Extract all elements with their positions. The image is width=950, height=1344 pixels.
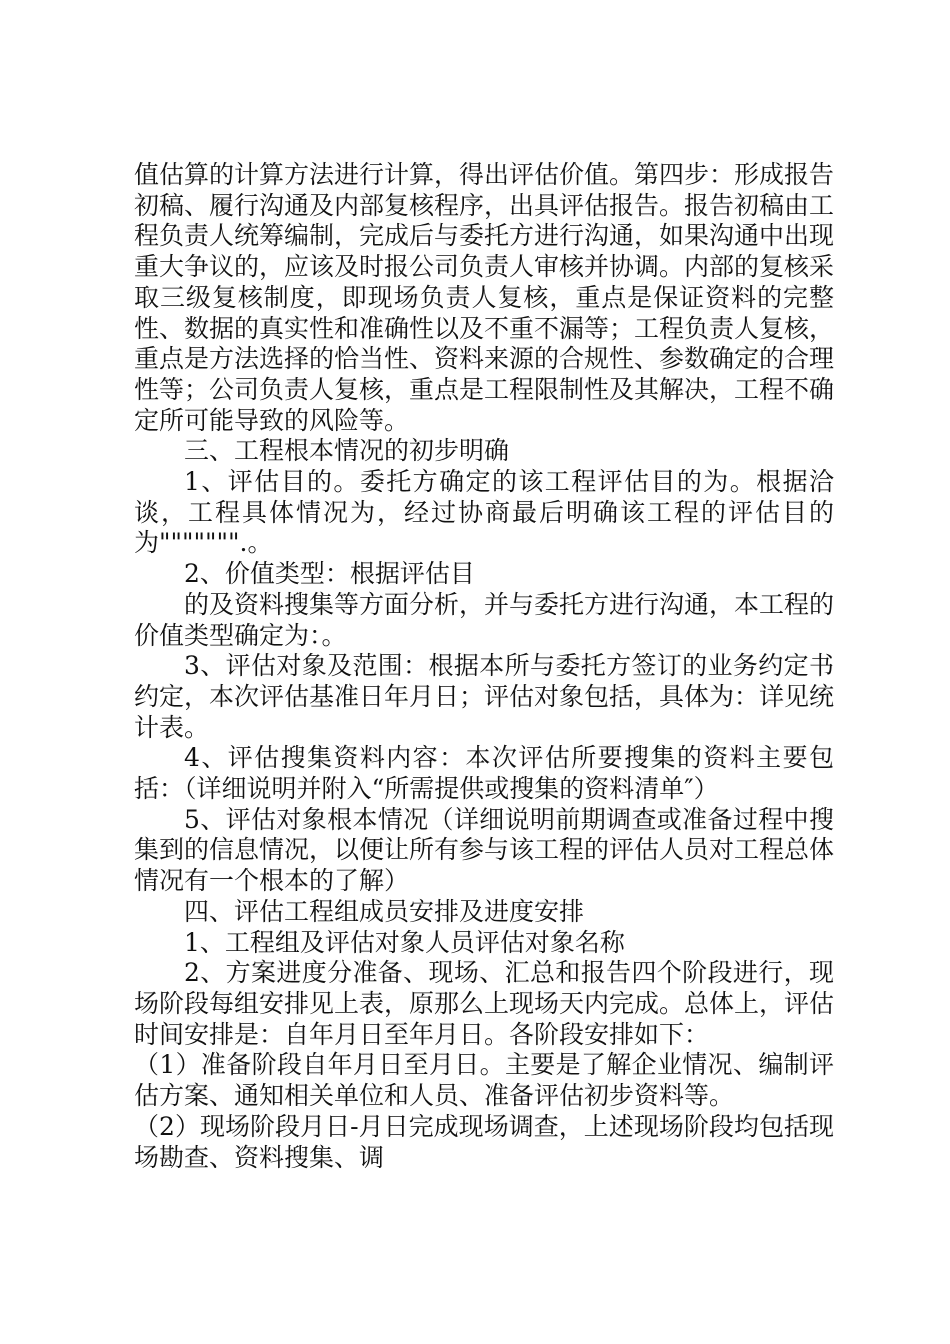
paragraph-object-situation: 5、评估对象根本情况（详细说明前期调查或准备过程中搜集到的信息情况，以便让所有参与该工程的评估人员对工程总体情况有一个根本的了解）	[134, 804, 835, 896]
document-page	[134, 160, 834, 1173]
paragraph-review-procedure: 值估算的计算方法进行计算，得出评估价值。第四步：形成报告初稿、履行沟通及内部复核程序，出具评估报告。报告初稿由工程负责人统筹编制，完成后与委托方进行沟通，如果沟通中出现重大争议的，应该及时报公司负责人审核并协调。内部的复核采取三级复核制度，即现场负责人复核，重点是保证资料的完整性、数据的真实性和准确性以及不重不漏等；工程负责人复核，重点是方法选择的恰当性、资料来源的合规性、参数确定的合理性等；公司负责人复核，重点是工程限制性及其解决，工程不确定所可能导致的风险等。	[134, 160, 835, 435]
paragraph-team-members: 1、工程组及评估对象人员评估对象名称	[184, 927, 625, 957]
section-heading-3: 三、工程根本情况的初步明确	[184, 436, 510, 466]
paragraph-evaluation-purpose: 1、评估目的。委托方确定的该工程评估目的为。根据洽谈，工程具体情况为，经过协商最后明确该工程的评估目的为""""""".。	[134, 467, 834, 558]
paragraph-collected-materials: 4、评估搜集资料内容：本次评估所要搜集的资料主要包括：（详细说明并附入“所需提供或搜集的资料清单″）	[134, 743, 834, 804]
paragraph-object-scope: 3、评估对象及范围：根据本所与委托方签订的业务约定书约定，本次评估基准日年月日；评估对象包括，具体为：详见统计表。	[134, 651, 835, 742]
paragraph-schedule: 2、方案进度分准备、现场、汇总和报告四个阶段进行，现场阶段每组安排见上表，原那么上现场天内完成。总体上，评估时间安排是：自年月日至年月日。各阶段安排如下：	[134, 958, 835, 1049]
paragraph-value-type-start: 2、价值类型：根据评估目	[184, 559, 475, 589]
paragraph-field-stage: （2）现场阶段月日-月日完成现场调查，上述现场阶段均包括现场勘查、资料搜集、调	[134, 1111, 834, 1172]
paragraph-value-type-continued: 的及资料搜集等方面分析，并与委托方进行沟通，本工程的价值类型确定为：。	[134, 589, 835, 650]
paragraph-preparation-stage: （1）准备阶段自年月日至月日。主要是了解企业情况、编制评估方案、通知相关单位和人员、准备评估初步资料等。	[134, 1050, 834, 1111]
section-heading-4: 四、评估工程组成员安排及进度安排	[184, 896, 585, 926]
